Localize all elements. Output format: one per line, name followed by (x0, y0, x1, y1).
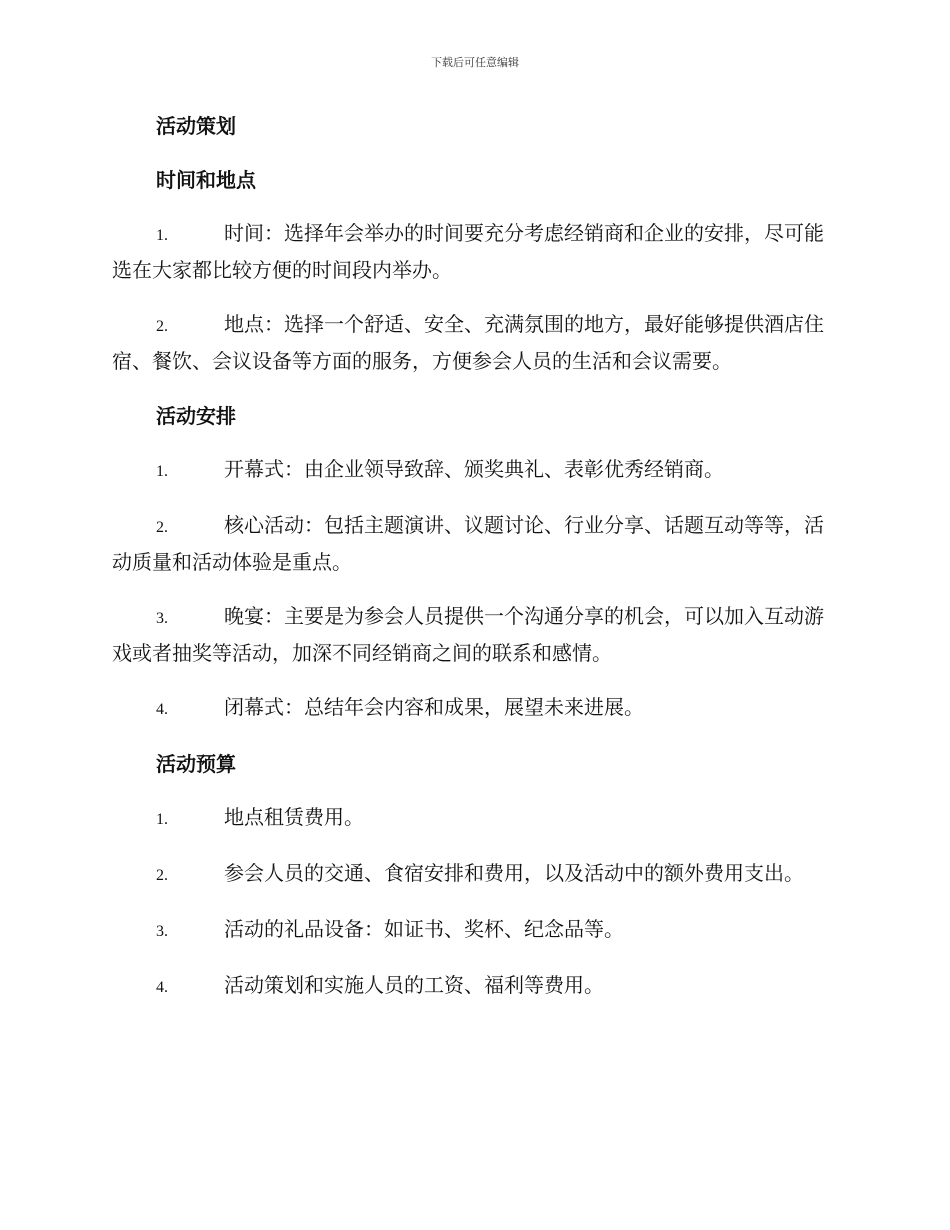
section-heading: 时间和地点 (156, 168, 256, 192)
list-item-number: 1. (156, 811, 168, 828)
list-item-text: 活动策划和实施人员的工资、福利等费用。 (224, 973, 604, 997)
list-item-number: 3. (156, 610, 168, 627)
list-item-number: 2. (156, 867, 168, 884)
section-heading: 活动安排 (156, 404, 236, 428)
list-item-text: 核心活动：包括主题演讲、议题讨论、行业分享、话题互动等等，活动质量和活动体验是重点。 (112, 513, 824, 574)
list-item-text: 开幕式：由企业领导致辞、颁奖典礼、表彰优秀经销商。 (224, 457, 724, 481)
list-item-number: 1. (156, 463, 168, 480)
list-item-text: 时间：选择年会举办的时间要充分考虑经销商和企业的安排，尽可能选在大家都比较方便的时间段内举办。 (112, 221, 824, 282)
list-item-text: 晚宴：主要是为参会人员提供一个沟通分享的机会，可以加入互动游戏或者抽奖等活动，加深不同经销商之间的联系和感情。 (112, 604, 824, 665)
list-item (112, 690, 837, 727)
list-item-text: 地点：选择一个舒适、安全、充满氛围的地方，最好能够提供酒店住宿、餐饮、会议设备等方面的服务，方便参会人员的生活和会议需要。 (112, 312, 824, 373)
list-item-number: 1. (156, 227, 168, 244)
list-item-number: 2. (156, 318, 168, 335)
list-item (112, 452, 837, 489)
list-item (112, 800, 837, 837)
list-item-number: 4. (156, 701, 168, 718)
list-item-number: 3. (156, 923, 168, 940)
list-item (112, 912, 837, 949)
list-item-number: 2. (156, 519, 168, 536)
list-item-text: 闭幕式：总结年会内容和成果，展望未来进展。 (224, 695, 644, 719)
list-item (112, 307, 837, 379)
list-item (112, 599, 837, 671)
list-item-number: 4. (156, 979, 168, 996)
list-item (112, 968, 837, 1005)
list-item-text: 活动的礼品设备：如证书、奖杯、纪念品等。 (224, 917, 624, 941)
page-header: 下载后可任意编辑 (431, 56, 519, 69)
list-item (112, 856, 837, 893)
list-item-text: 地点租赁费用。 (224, 805, 364, 829)
section-heading: 活动预算 (156, 752, 236, 776)
document-body (112, 108, 837, 1024)
list-item (112, 216, 837, 288)
list-item (112, 508, 837, 580)
list-item-text: 参会人员的交通、食宿安排和费用，以及活动中的额外费用支出。 (224, 861, 804, 885)
document-title: 活动策划 (156, 114, 236, 138)
